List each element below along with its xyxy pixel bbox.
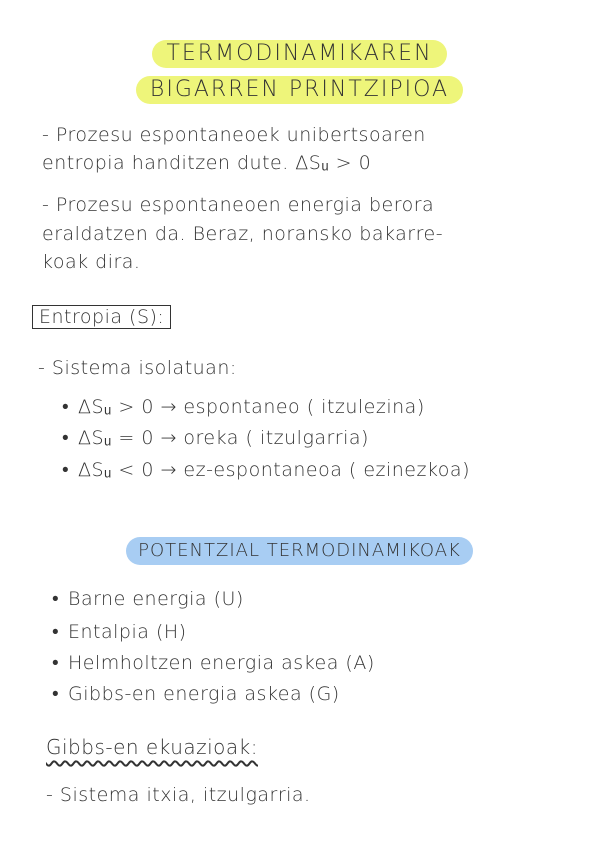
title-line-1-wrap xyxy=(0,40,599,68)
page-title-line-2: BIGARREN PRINTZIPIOA xyxy=(136,76,463,104)
entropy-heading xyxy=(32,305,171,329)
page-title-line-1: TERMODINAMIKAREN xyxy=(152,40,446,68)
entropy-item-1 xyxy=(62,396,425,419)
bullet-icon: • xyxy=(52,588,60,610)
potential-item-2-text: Entalpia (H) xyxy=(68,621,187,643)
potential-item-4-text: Gibbs-en energia askea (G) xyxy=(68,683,340,705)
potential-item-1-text: Barne energia (U) xyxy=(68,588,244,610)
potentials-heading: POTENTZIAL TERMODINAMIKOAK xyxy=(126,537,473,565)
intro-line-5: koak dira. xyxy=(42,251,141,273)
entropy-item-2 xyxy=(62,427,369,450)
bullet-icon: • xyxy=(62,427,70,449)
bullet-icon: • xyxy=(52,683,60,705)
gibbs-heading xyxy=(46,735,258,759)
potential-item-3-text: Helmholtzen energia askea (A) xyxy=(68,652,375,674)
entropy-item-3-text: ΔSᵤ < 0 → ez-espontaneoa ( ezinezkoa) xyxy=(78,459,470,481)
potential-item-3 xyxy=(52,652,375,675)
bullet-icon: • xyxy=(52,621,60,643)
title-line-2-wrap xyxy=(0,76,599,104)
bullet-icon: • xyxy=(52,652,60,674)
bullet-icon: • xyxy=(62,459,70,481)
intro-line-2: entropia handitzen dute. ΔSᵤ > 0 xyxy=(42,152,372,174)
potentials-heading-wrap xyxy=(0,537,599,565)
gibbs-line: - Sistema itxia, itzulgarria. xyxy=(46,784,311,806)
potential-item-4 xyxy=(52,683,340,706)
gibbs-heading-text: Gibbs-en ekuazioak: xyxy=(46,735,258,759)
entropy-item-1-text: ΔSᵤ > 0 → espontaneo ( itzulezina) xyxy=(78,396,425,418)
intro-line-3: - Prozesu espontaneoen energia berora xyxy=(42,194,435,216)
entropy-heading-box: Entropia (S): xyxy=(32,305,171,329)
entropy-item-2-text: ΔSᵤ = 0 → oreka ( itzulgarria) xyxy=(78,427,369,449)
bullet-icon: • xyxy=(62,396,70,418)
intro-line-4: eraldatzen da. Beraz, noransko bakarre- xyxy=(42,223,444,245)
entropy-subheading: - Sistema isolatuan: xyxy=(38,357,237,379)
potential-item-1 xyxy=(52,588,244,611)
intro-line-1: - Prozesu espontaneoek unibertsoaren xyxy=(42,124,426,146)
entropy-item-3 xyxy=(62,459,470,482)
potential-item-2 xyxy=(52,621,187,644)
